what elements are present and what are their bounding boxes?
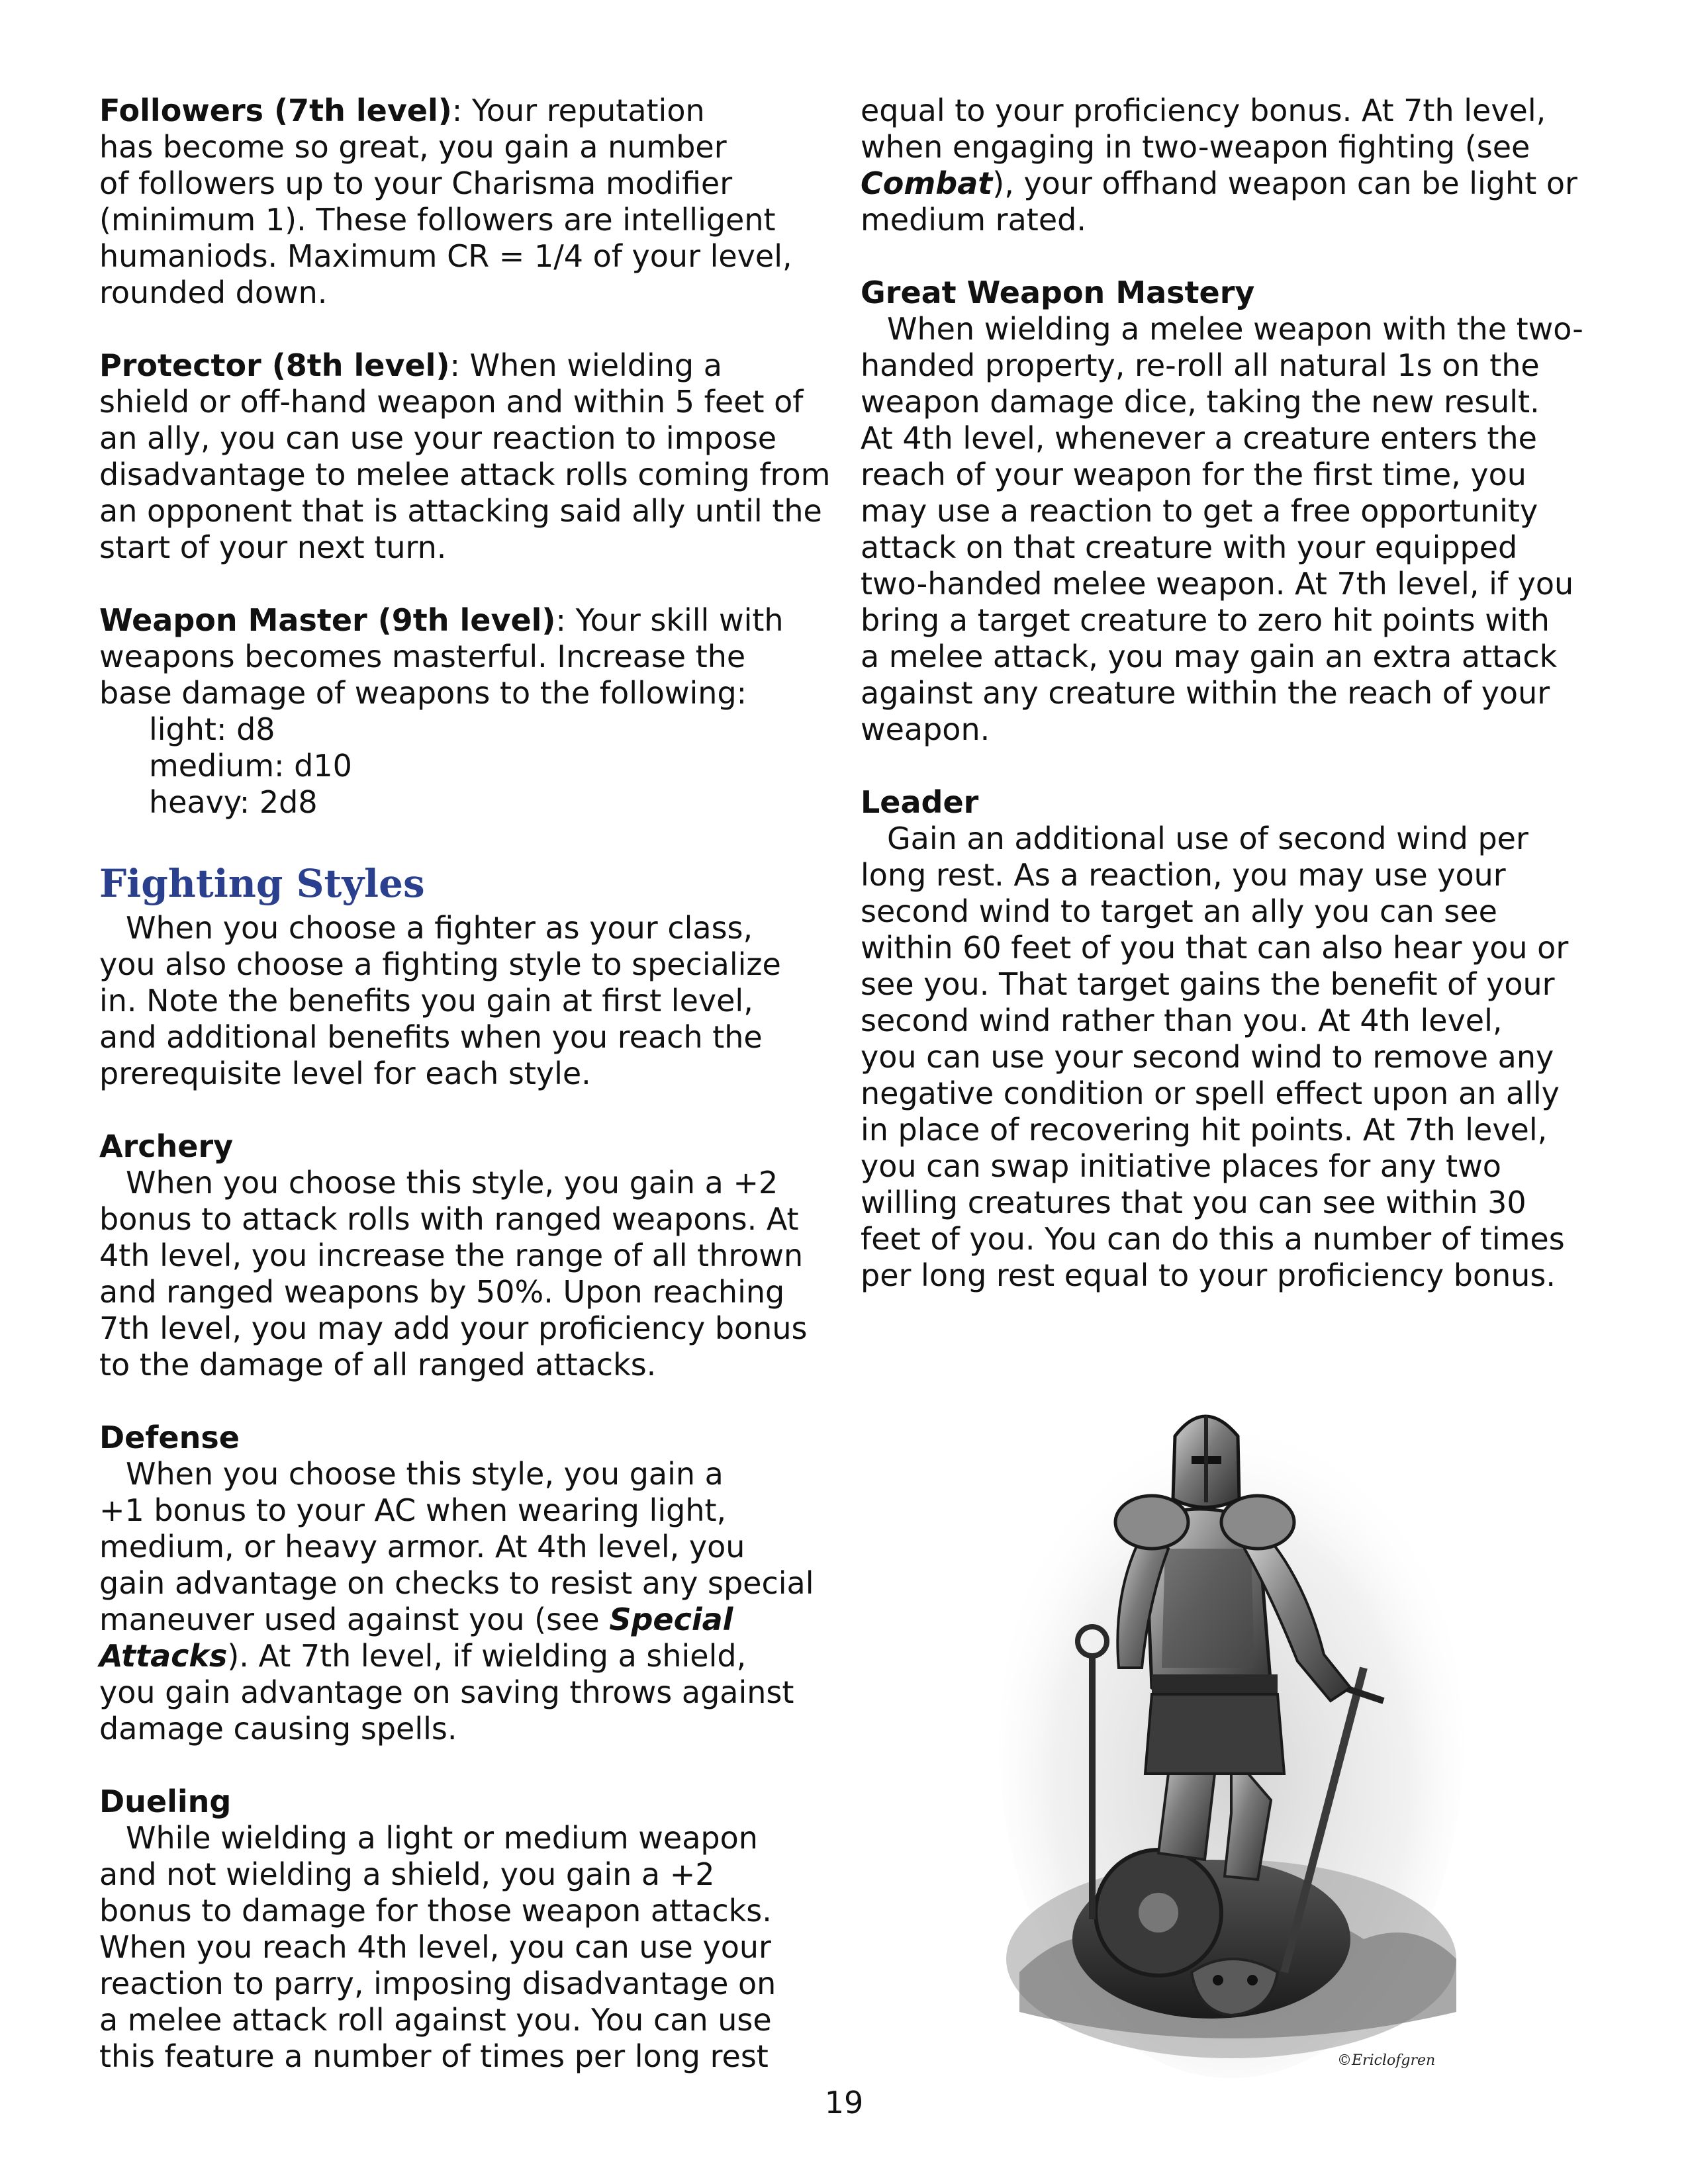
protector-text: disadvantage to melee attack rolls coming from xyxy=(99,457,831,492)
defense-title: Defense xyxy=(99,1420,240,1455)
leader-title: Leader xyxy=(861,784,979,820)
great-weapon-text: weapon. xyxy=(861,711,990,747)
protector-text: start of your next turn. xyxy=(99,529,447,565)
leader-text: willing creatures that you can see within 30 xyxy=(861,1185,1526,1220)
followers-text: of followers up to your Charisma modifier xyxy=(99,165,733,201)
defense-text: medium, or heavy armor. At 4th level, you xyxy=(99,1529,745,1565)
damage-heavy: heavy: 2d8 xyxy=(149,784,318,820)
defense-text: When you choose this style, you gain a xyxy=(126,1456,724,1492)
defense-text: Attacks). At 7th level, if wielding a shield, xyxy=(99,1638,747,1674)
fighting-styles-text: When you choose a fighter as your class, xyxy=(126,910,753,946)
archery-text: bonus to attack rolls with ranged weapons. At xyxy=(99,1201,799,1237)
great-weapon-text: a melee attack, you may gain an extra attack xyxy=(861,639,1558,674)
dueling-continued-text: equal to your proficiency bonus. At 7th level, xyxy=(861,93,1546,128)
special-attacks-reference: Attacks xyxy=(99,1638,228,1674)
great-weapon-text: against any creature within the reach of your xyxy=(861,675,1550,711)
great-weapon-text: two-handed melee weapon. At 7th level, if you xyxy=(861,566,1574,602)
protector-text: shield or off-hand weapon and within 5 feet of xyxy=(99,384,804,420)
leader-text: per long rest equal to your proficiency bonus. xyxy=(861,1257,1556,1293)
dueling-text: While wielding a light or medium weapon xyxy=(126,1820,758,1856)
dueling-text: and not wielding a shield, you gain a +2 xyxy=(99,1856,715,1892)
dueling-title: Dueling xyxy=(99,1784,232,1819)
defense-text: damage causing spells. xyxy=(99,1711,457,1747)
dueling-text: When you reach 4th level, you can use your xyxy=(99,1929,771,1965)
followers-text: has become so great, you gain a number xyxy=(99,129,727,165)
fighting-styles-text: in. Note the benefits you gain at first level, xyxy=(99,983,753,1019)
fighter-illustration-svg xyxy=(993,1377,1470,2078)
archery-text: 4th level, you increase the range of all thrown xyxy=(99,1238,804,1273)
artist-signature: ©Ericlofgren xyxy=(1337,2052,1436,2069)
archery-text: 7th level, you may add your proficiency bonus xyxy=(99,1310,808,1346)
leader-text: Gain an additional use of second wind per xyxy=(887,821,1528,856)
leader-text: feet of you. You can do this a number of times xyxy=(861,1221,1565,1257)
fighting-styles-text: and additional benefits when you reach the xyxy=(99,1019,763,1055)
great-weapon-text: At 4th level, whenever a creature enters the xyxy=(861,420,1537,456)
leader-text: see you. That target gains the benefit of your xyxy=(861,966,1555,1002)
damage-light: light: d8 xyxy=(149,711,275,747)
protector-text: an ally, you can use your reaction to impose xyxy=(99,420,777,456)
leader-text: negative condition or spell effect upon an ally xyxy=(861,1075,1560,1111)
defense-text: +1 bonus to your AC when wearing light, xyxy=(99,1492,727,1528)
weapon-master-line-1: Weapon Master (9th level): Your skill with xyxy=(99,602,784,638)
great-weapon-text: bring a target creature to zero hit points with xyxy=(861,602,1550,638)
dueling-text: reaction to parry, imposing disadvantage on xyxy=(99,1966,776,2001)
great-weapon-text: may use a reaction to get a free opportunity xyxy=(861,493,1538,529)
damage-medium: medium: d10 xyxy=(149,748,352,784)
dueling-continued-text: Combat), your offhand weapon can be light or xyxy=(861,165,1577,201)
archery-title: Archery xyxy=(99,1128,234,1164)
protector-title: Protector (8th level) xyxy=(99,347,450,383)
followers-text: humaniods. Maximum CR = 1/4 of your level, xyxy=(99,238,792,274)
dueling-text: bonus to damage for those weapon attacks. xyxy=(99,1893,772,1929)
protector-text: an opponent that is attacking said ally until the xyxy=(99,493,822,529)
archery-text: and ranged weapons by 50%. Upon reaching xyxy=(99,1274,785,1310)
leader-text: within 60 feet of you that can also hear you or xyxy=(861,930,1569,966)
great-weapon-text: weapon damage dice, taking the new result. xyxy=(861,384,1540,420)
shield-boss xyxy=(1139,1893,1178,1933)
followers-text: rounded down. xyxy=(99,275,328,310)
combat-reference: Combat xyxy=(861,165,993,201)
fighter-illustration xyxy=(993,1377,1470,2078)
archery-text: to the damage of all ranged attacks. xyxy=(99,1347,657,1383)
fighting-styles-text: prerequisite level for each style. xyxy=(99,1056,591,1091)
archery-text: When you choose this style, you gain a +2 xyxy=(126,1165,778,1201)
followers-text: (minimum 1). These followers are intelligent xyxy=(99,202,776,238)
great-weapon-text: When wielding a melee weapon with the two- xyxy=(887,311,1583,347)
dueling-text: this feature a number of times per long rest xyxy=(99,2038,769,2074)
dueling-text: a melee attack roll against you. You can use xyxy=(99,2002,772,2038)
leader-text: you can swap initiative places for any two xyxy=(861,1148,1501,1184)
protector-line-1: Protector (8th level): When wielding a xyxy=(99,347,722,383)
dueling-continued-text: when engaging in two-weapon fighting (see xyxy=(861,129,1530,165)
weapon-master-text: base damage of weapons to the following: xyxy=(99,675,747,711)
leader-text: in place of recovering hit points. At 7th level, xyxy=(861,1112,1548,1148)
special-attacks-reference: Special xyxy=(609,1602,733,1637)
weapon-master-title: Weapon Master (9th level) xyxy=(99,602,556,638)
defense-text: maneuver used against you (see Special xyxy=(99,1602,733,1637)
weapon-master-text: weapons becomes masterful. Increase the xyxy=(99,639,746,674)
great-weapon-mastery-title: Great Weapon Mastery xyxy=(861,275,1255,310)
leader-text: long rest. As a reaction, you may use your xyxy=(861,857,1506,893)
great-weapon-text: attack on that creature with your equipped xyxy=(861,529,1518,565)
followers-title: Followers (7th level) xyxy=(99,93,452,128)
leader-text: second wind rather than you. At 4th level, xyxy=(861,1003,1503,1038)
section-heading-fighting-styles: Fighting Styles xyxy=(99,861,425,906)
dueling-continued-text: medium rated. xyxy=(861,202,1086,238)
fighting-styles-text: you also choose a fighting style to specialize xyxy=(99,946,781,982)
page-number: 19 xyxy=(824,2085,864,2120)
defense-text: gain advantage on checks to resist any special xyxy=(99,1565,814,1601)
great-weapon-text: reach of your weapon for the first time, you xyxy=(861,457,1526,492)
defense-text: you gain advantage on saving throws against xyxy=(99,1674,794,1710)
followers-line-1: Followers (7th level): Your reputation xyxy=(99,93,705,128)
leader-text: second wind to target an ally you can see xyxy=(861,893,1497,929)
great-weapon-text: handed property, re-roll all natural 1s on the xyxy=(861,347,1540,383)
leader-text: you can use your second wind to remove any xyxy=(861,1039,1554,1075)
